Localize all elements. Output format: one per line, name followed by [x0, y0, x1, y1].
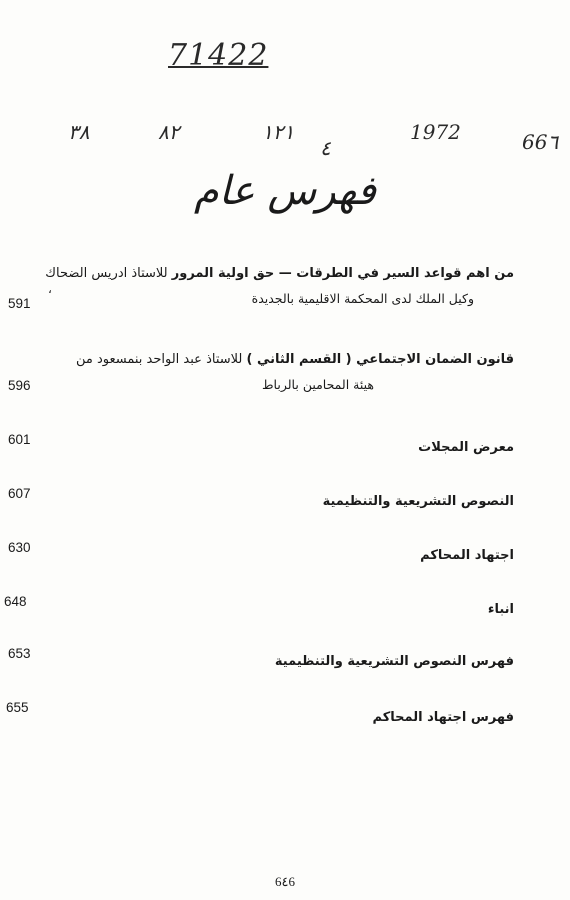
toc-entry-title: النصوص التشريعية والتنظيمية [322, 494, 514, 509]
handwritten-annotation: ٨٢ [158, 120, 180, 144]
toc-entry [488, 602, 514, 617]
toc-entry-author: للاستاذ عبد الواحد بنمسعود من [75, 352, 247, 367]
toc-entry [373, 710, 515, 725]
toc-entry-title: فهرس النصوص التشريعية والتنظيمية [274, 654, 514, 669]
page-footer-number: 6٤6 [275, 874, 295, 889]
toc-entry [275, 654, 514, 669]
toc-entry-author: للاستاذ ادريس الضحاك [45, 266, 172, 281]
handwritten-archive-number: 71422 [168, 38, 269, 73]
toc-page-number: 601 [8, 432, 31, 447]
toc-entry [45, 266, 514, 306]
toc-page-number: 648 [4, 594, 27, 609]
toc-entry-title: قانون الضمان الاجتماعي ( القسم الثاني ) [246, 352, 514, 367]
toc-entry-title: اجتهاد المحاكم [420, 548, 514, 563]
toc-entry-title: انباء [487, 602, 514, 617]
toc-entry [76, 352, 514, 392]
page-title: فهرس عام [194, 168, 376, 214]
toc-entry-title: فهرس اجتهاد المحاكم [372, 710, 514, 725]
toc-page-number: 607 [8, 486, 31, 501]
toc-page-number: 596 [8, 378, 31, 393]
handwritten-annotation: 66٦ [522, 130, 559, 154]
toc-page-number: 655 [6, 700, 29, 715]
toc-entry-title: من اهم قواعد السير في الطرقات — حق اولية المرور [171, 266, 514, 281]
toc-entry-title: معرض المجلات [418, 440, 514, 455]
toc-entry [420, 548, 514, 563]
toc-entry [323, 494, 514, 509]
toc-page-number: 630 [8, 540, 31, 555]
toc-entry-subtitle: وكيل الملك لدى المحكمة الاقليمية بالجديدة [251, 291, 474, 306]
handwritten-annotation: ٣٨ [68, 120, 90, 144]
toc-entry [418, 440, 514, 455]
margin-mark: ، [48, 282, 52, 296]
toc-page-number: 591 [8, 296, 31, 311]
toc-page-number: 653 [8, 646, 31, 661]
handwritten-annotation: ٤ [320, 136, 331, 160]
handwritten-annotation: 1972 [410, 120, 461, 144]
handwritten-annotation: ١٢١ [262, 120, 295, 144]
toc-entry-subtitle: هيئة المحامين بالرباط [262, 377, 374, 392]
